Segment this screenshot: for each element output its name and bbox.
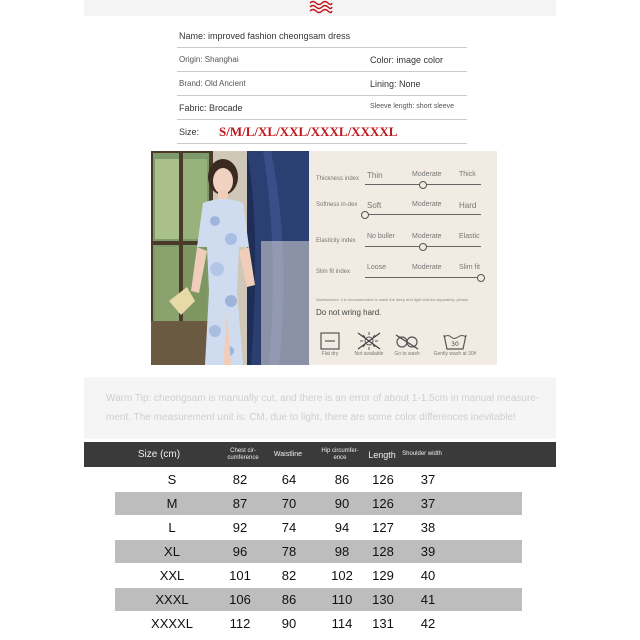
feature-opt-high: Slim fit	[459, 264, 480, 271]
product-specs	[177, 24, 467, 144]
header-size: Size (cm)	[137, 449, 181, 460]
measure-cell: 92	[232, 520, 248, 535]
feature-row-thickness	[309, 158, 497, 188]
measure-cell: 102	[331, 568, 353, 583]
feature-opt-mid: Moderate	[412, 201, 442, 208]
feature-level-marker	[361, 211, 369, 219]
measure-cell: 114	[331, 616, 353, 631]
wave-ornament-icon	[309, 0, 333, 14]
care-label: Go to wash	[394, 351, 420, 357]
measure-cell: 70	[281, 496, 297, 511]
spec-row-size	[177, 120, 467, 144]
header-length: Length	[368, 449, 396, 460]
header-hip: Hip circumfer-ence	[321, 447, 359, 461]
feature-panel	[309, 151, 497, 365]
measure-cell: 86	[281, 592, 297, 607]
care-item-hand-wash	[427, 331, 483, 357]
feature-track	[365, 214, 481, 215]
spec-sleeve: Sleeve length: short sleeve	[370, 103, 455, 110]
feature-opt-low: No buller	[367, 233, 396, 240]
measure-cell: 130	[372, 592, 394, 607]
feature-row-elasticity	[309, 220, 497, 250]
care-label: Gently wash at 30#	[433, 351, 477, 357]
header-shoulder: Shoulder width	[402, 451, 442, 457]
flat-dry-icon	[319, 331, 341, 351]
care-label: Flat dry	[321, 351, 339, 357]
feature-opt-low: Soft	[367, 201, 382, 210]
measure-cell: 86	[334, 472, 350, 487]
care-item-flat-dry	[310, 331, 350, 357]
feature-track	[365, 277, 481, 278]
care-item-no-sun	[349, 331, 389, 357]
tip-line-2: ment. The measurement unit is: CM, due to light, there are some color differences inevitable!	[106, 412, 516, 423]
model-photo	[151, 151, 309, 365]
measure-cell: 94	[334, 520, 350, 535]
care-note: Nonfactories: it is recommended to wash the deep and light clothes separately, please	[316, 297, 469, 302]
feature-label: Elasticity index	[316, 238, 356, 244]
spec-fabric: Fabric: Brocade	[179, 103, 243, 113]
feature-label: Slim fit index	[316, 269, 351, 275]
feature-opt-mid: Moderate	[412, 264, 442, 271]
measure-cell: 98	[334, 544, 350, 559]
care-item-no-dry-clean	[387, 331, 427, 357]
feature-opt-low: Thin	[367, 171, 383, 180]
feature-opt-mid: Moderate	[412, 171, 442, 178]
measure-cell: 78	[281, 544, 297, 559]
spec-lining: Lining: None	[370, 79, 421, 89]
spec-row-origin	[177, 48, 467, 72]
measure-cell: 38	[420, 520, 436, 535]
spec-origin: Origin: Shanghai	[179, 55, 239, 64]
feature-label: Thickness index	[316, 176, 360, 182]
feature-row-slimfit	[309, 251, 497, 281]
measure-cell: 131	[372, 616, 394, 631]
no-wring-text: Do not wring hard.	[316, 308, 382, 317]
header-waist: Waistline	[273, 451, 303, 458]
size-cell: M	[166, 496, 178, 511]
size-cell: XXXXL	[151, 616, 193, 631]
measure-cell: 101	[229, 568, 251, 583]
feature-opt-high: Hard	[459, 201, 477, 210]
size-cell: XXL	[159, 568, 185, 583]
spec-row-name	[177, 24, 467, 48]
feature-row-softness	[309, 188, 497, 218]
size-cell: L	[168, 520, 176, 535]
measure-cell: 110	[331, 592, 353, 607]
spec-sizes: S/M/L/XL/XXL/XXXL/XXXXL	[219, 124, 398, 139]
measure-cell: 40	[420, 568, 436, 583]
feature-label: Softness in-dex	[316, 202, 358, 208]
measure-cell: 41	[420, 592, 436, 607]
care-label: Not available	[354, 351, 384, 357]
spec-color: Color: image color	[370, 55, 444, 65]
feature-opt-mid: Moderate	[412, 233, 442, 240]
measure-cell: 37	[420, 496, 436, 511]
header-chest: Chest cir-cumference	[227, 447, 259, 461]
measure-cell: 82	[232, 472, 248, 487]
warm-tip	[84, 377, 556, 439]
measure-cell: 128	[372, 544, 394, 559]
hand-wash-icon	[442, 331, 468, 351]
hand-wash-temp: 30	[451, 341, 459, 348]
spec-row-fabric	[177, 96, 467, 120]
size-cell: S	[167, 472, 177, 487]
size-table-header	[84, 442, 556, 467]
measure-cell: 82	[281, 568, 297, 583]
feature-opt-high: Elastic	[459, 233, 480, 240]
measure-cell: 39	[420, 544, 436, 559]
measure-cell: 90	[281, 616, 297, 631]
measure-cell: 87	[232, 496, 248, 511]
feature-opt-low: Loose	[367, 264, 387, 271]
measure-cell: 129	[372, 568, 394, 583]
spec-brand: Brand: Old Ancient	[179, 79, 246, 88]
no-sun-icon	[355, 331, 383, 351]
measure-cell: 112	[229, 616, 251, 631]
measure-cell: 127	[372, 520, 394, 535]
measure-cell: 126	[372, 472, 394, 487]
spec-size-label: Size:	[179, 127, 200, 137]
measure-cell: 37	[420, 472, 436, 487]
measure-cell: 96	[232, 544, 248, 559]
measure-cell: 42	[420, 616, 436, 631]
tip-line-1: Warm Tip: cheongsam is manually cut, and there is an error of about 1-1.5cm in manual measure-	[106, 393, 540, 404]
feature-opt-high: Thick	[459, 171, 476, 178]
measure-cell: 126	[372, 496, 394, 511]
spec-row-brand	[177, 72, 467, 96]
spec-name: Name: improved fashion cheongsam dress	[179, 31, 351, 41]
measure-cell: 106	[229, 592, 251, 607]
measure-cell: 64	[281, 472, 297, 487]
measure-cell: 74	[281, 520, 297, 535]
size-cell: XL	[164, 544, 180, 559]
measure-cell: 90	[334, 496, 350, 511]
size-cell: XXXL	[155, 592, 189, 607]
feature-level-marker	[477, 274, 485, 282]
no-dry-clean-icon	[393, 331, 421, 351]
feature-level-marker	[419, 243, 427, 251]
